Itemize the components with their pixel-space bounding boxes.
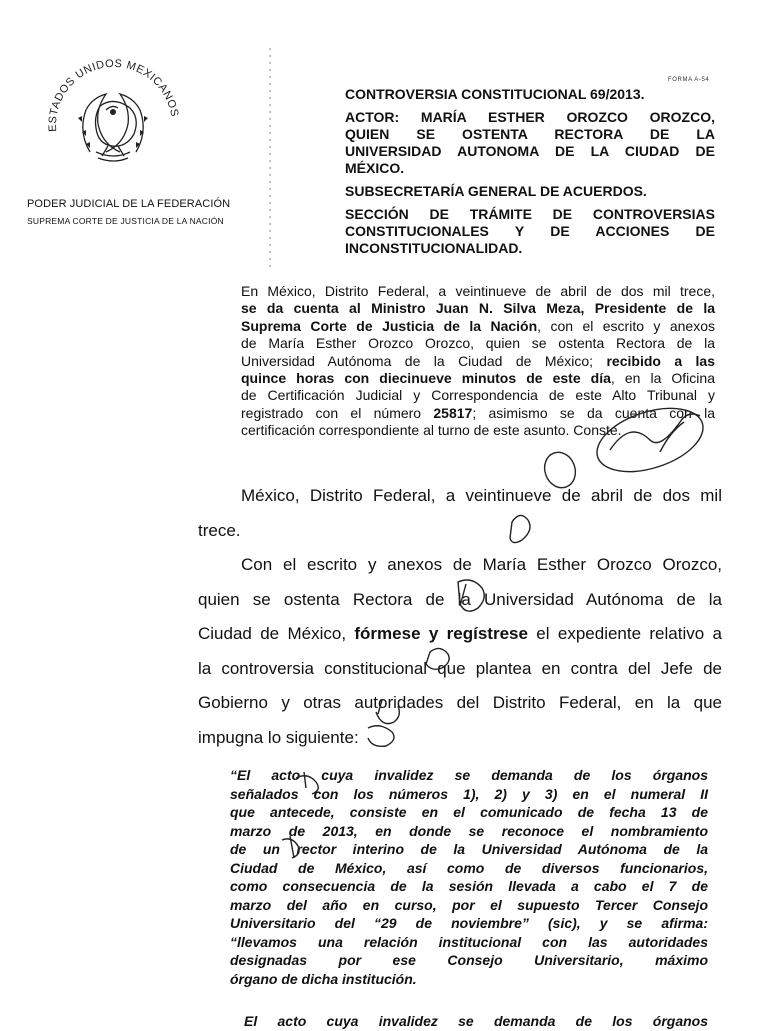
text-line (241, 405, 715, 422)
account-paragraph (241, 283, 715, 440)
text-line: de Certificación Judicial y Correspondencia de este Alto Tribunal y (241, 387, 715, 404)
text-line: se da cuenta al Ministro Juan N. Silva Meza, Presidente de la (241, 300, 715, 317)
text-line (241, 370, 715, 387)
seccion-line: SECCIÓN DE TRÁMITE DE CONTROVERSIAS (345, 206, 715, 222)
quote-line: designadas por ese Consejo Universitario, máximo (230, 952, 708, 968)
text-line: la controversia constitucional que plantea en contra del Jefe de (198, 658, 722, 678)
text-line: de María Esther Orozco Orozco, quien se ostenta Rectora de la (241, 335, 715, 352)
quote-line: de un rector interino de la Universidad Autónoma de la (230, 841, 708, 857)
text-run: , con el escrito y anexos (537, 317, 715, 334)
subsecretaria: SUBSECRETARÍA GENERAL DE ACUERDOS. (345, 183, 647, 199)
quote-line: marzo del año en curso, por el supuesto Tercer Consejo (230, 896, 708, 913)
text-bold: Suprema Corte de Justicia de la Nación (241, 317, 538, 334)
text-bold: 25817 (433, 404, 473, 421)
text-run: registrado con el número (241, 404, 434, 421)
seccion-line: CONSTITUCIONALES Y DE ACCIONES DE (345, 223, 715, 239)
quote-line: órgano de dicha institución. (230, 970, 417, 987)
main-body (198, 479, 722, 755)
organization-name: PODER JUDICIAL DE LA FEDERACIÓN (27, 198, 231, 210)
paragraph-date (198, 479, 722, 548)
svg-text:ESTADOS UNIDOS MEXICANOS (47, 58, 181, 132)
text-line (241, 318, 715, 335)
actor-line: QUIEN SE OSTENTA RECTORA DE LA (345, 126, 715, 142)
quote-line: como consecuencia de la sesión llevada a cabo el 7 de (230, 878, 708, 894)
quote-line-cut: El acto cuya invalidez se demanda de los órganos (244, 1013, 708, 1029)
text-bold: quince horas con diecinueve minutos de este día (241, 370, 611, 387)
text-line (241, 353, 715, 370)
seccion-block (345, 206, 715, 257)
text-line: México, Distrito Federal, a veintinueve de abril de dos mil (241, 486, 722, 505)
text-run: , en la Oficina (610, 370, 715, 387)
case-header (345, 86, 715, 263)
actor-line: UNIVERSIDAD AUTONOMA DE LA CIUDAD DE (345, 143, 715, 159)
organization-subtitle: SUPREMA CORTE DE JUSTICIA DE LA NACIÓN (27, 216, 224, 226)
text-run: Universidad Autónoma de la Ciudad de México; (241, 352, 607, 369)
actor-line: MÉXICO. (345, 160, 405, 176)
quote-line: “llevamos una relación institucional con las autoridades (230, 933, 708, 950)
form-code: FORMA A-54 (668, 77, 710, 83)
text-line: certificación correspondiente al turno de este asunto. Conste. (241, 422, 622, 439)
national-seal (38, 48, 188, 198)
quote-line: Ciudad de México, así como de diversos funcionarios, (230, 859, 708, 876)
actor-line: ACTOR: MARÍA ESTHER OROZCO OROZCO, (345, 109, 715, 125)
text-line: En México, Distrito Federal, a veintinueve de abril de dos mil trece, (241, 283, 715, 299)
text-run: Ciudad de México, (198, 624, 355, 643)
quote-line: “El acto cuya invalidez se demanda de los órganos (230, 767, 708, 783)
paragraph-resolution (198, 548, 722, 755)
quote-line: que antecede, consiste en el comunicado de fecha 13 de (230, 804, 708, 820)
quote-line: Universitario del “29 de noviembre” (sic), y se afirma: (230, 915, 708, 931)
text-line: impugna lo siguiente: (198, 727, 359, 747)
text-run: el expediente relativo a (527, 624, 722, 643)
text-line: Gobierno y otras autoridades del Distrito Federal, en la que (198, 693, 722, 712)
text-bold: fórmese y regístrese (354, 624, 528, 643)
seccion-line: INCONSTITUCIONALIDAD. (345, 240, 523, 256)
text-line: quien se ostenta Rectora de la Universidad Autónoma de la (198, 589, 722, 609)
text-line: Con el escrito y anexos de María Esther Orozco Orozco, (241, 555, 722, 574)
quote-line: marzo de 2013, en donde se reconoce el nombramiento (230, 822, 708, 839)
text-line (198, 617, 722, 652)
quote-line: señalados con los números 1), 2) y 3) en el numeral II (230, 785, 708, 802)
text-bold: recibido a las (606, 352, 716, 369)
text-line: trece. (198, 520, 241, 540)
case-number: CONTROVERSIA CONSTITUCIONAL 69/2013. (345, 86, 645, 102)
text-run: ; asimismo se da cuenta con la (472, 404, 715, 421)
quoted-claim (230, 766, 708, 988)
actor-block (345, 109, 715, 177)
seal-text: ESTADOS UNIDOS MEXICANOS (46, 57, 181, 133)
